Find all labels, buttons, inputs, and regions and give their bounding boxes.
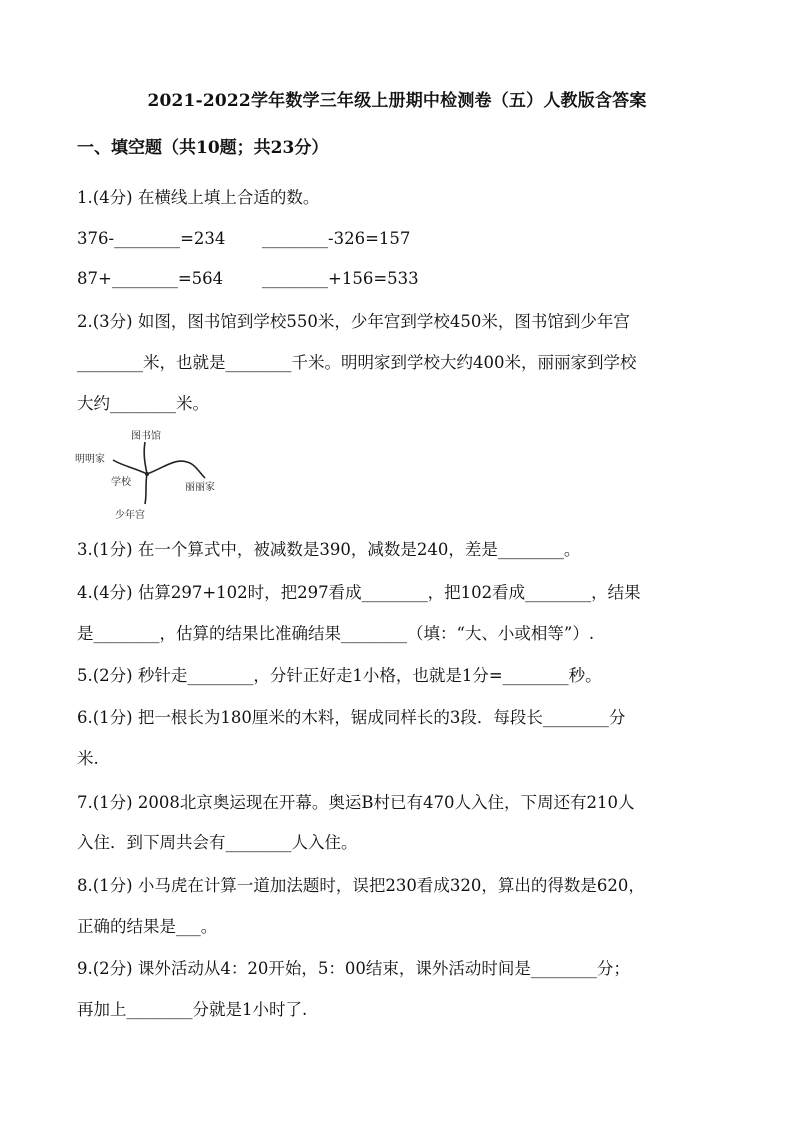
question-1-blank-c: 87+________=564 <box>77 269 224 288</box>
question-8-line-2: 正确的结果是___。 <box>77 917 218 936</box>
route-mingming <box>113 460 147 474</box>
route-library <box>144 442 147 474</box>
question-4-line-1: 4.(4分) 估算297+102时，把297看成________，把102看成________，结果 <box>77 583 641 602</box>
question-9-line-1: 9.(2分) 课外活动从4：20开始，5：00结束，课外活动时间是________分； <box>77 959 630 978</box>
label-school: 学校 <box>111 477 131 488</box>
question-7-line-1: 7.(1分) 2008北京奥运现在开幕。奥运B村已有470人入住，下周还有210人 <box>77 793 635 812</box>
question-8-line-1: 8.(1分) 小马虎在计算一道加法题时，误把230看成320，算出的得数是620， <box>77 876 645 895</box>
label-palace: 少年宫 <box>115 510 145 521</box>
section-heading: 一、填空题（共10题；共23分） <box>77 138 329 158</box>
question-1-stem: 1.(4分) 在横线上填上合适的数。 <box>77 188 320 207</box>
question-1-blank-b: ________-326=157 <box>262 229 411 248</box>
question-7-line-2: 入住．到下周共会有________人入住。 <box>77 833 358 852</box>
question-1-blank-d: ________+156=533 <box>262 269 419 288</box>
question-3: 3.(1分) 在一个算式中，被减数是390，减数是240，差是________。 <box>77 540 581 559</box>
question-6-line-1: 6.(1分) 把一根长为180厘米的木料，锯成同样长的3段．每段长________分 <box>77 708 626 727</box>
route-diagram <box>75 428 245 526</box>
label-library: 图书馆 <box>131 431 161 442</box>
question-4-line-2: 是________，估算的结果比准确结果________（填：“大、小或相等”）. <box>77 624 595 643</box>
page-title: 2021-2022学年数学三年级上册期中检测卷（五）人教版含答案 <box>147 91 647 111</box>
label-mingming: 明明家 <box>75 454 105 465</box>
question-2-line-2: ________米，也就是________千米。明明家到学校大约400米，丽丽家到学校 <box>77 353 637 372</box>
label-lili: 丽丽家 <box>185 482 215 493</box>
question-5: 5.(2分) 秒针走________，分针正好走1小格，也就是1分=________秒。 <box>77 666 602 685</box>
question-2-line-1: 2.(3分) 如图，图书馆到学校550米，少年宫到学校450米，图书馆到少年宫 <box>77 312 630 331</box>
question-9-line-2: 再加上________分就是1小时了. <box>77 1000 308 1019</box>
question-1-blank-a: 376-________=234 <box>77 229 226 248</box>
question-2-line-3: 大约________米。 <box>77 394 209 413</box>
route-lili <box>147 461 205 478</box>
route-palace <box>145 474 147 504</box>
question-6-line-2: 米. <box>77 749 99 768</box>
